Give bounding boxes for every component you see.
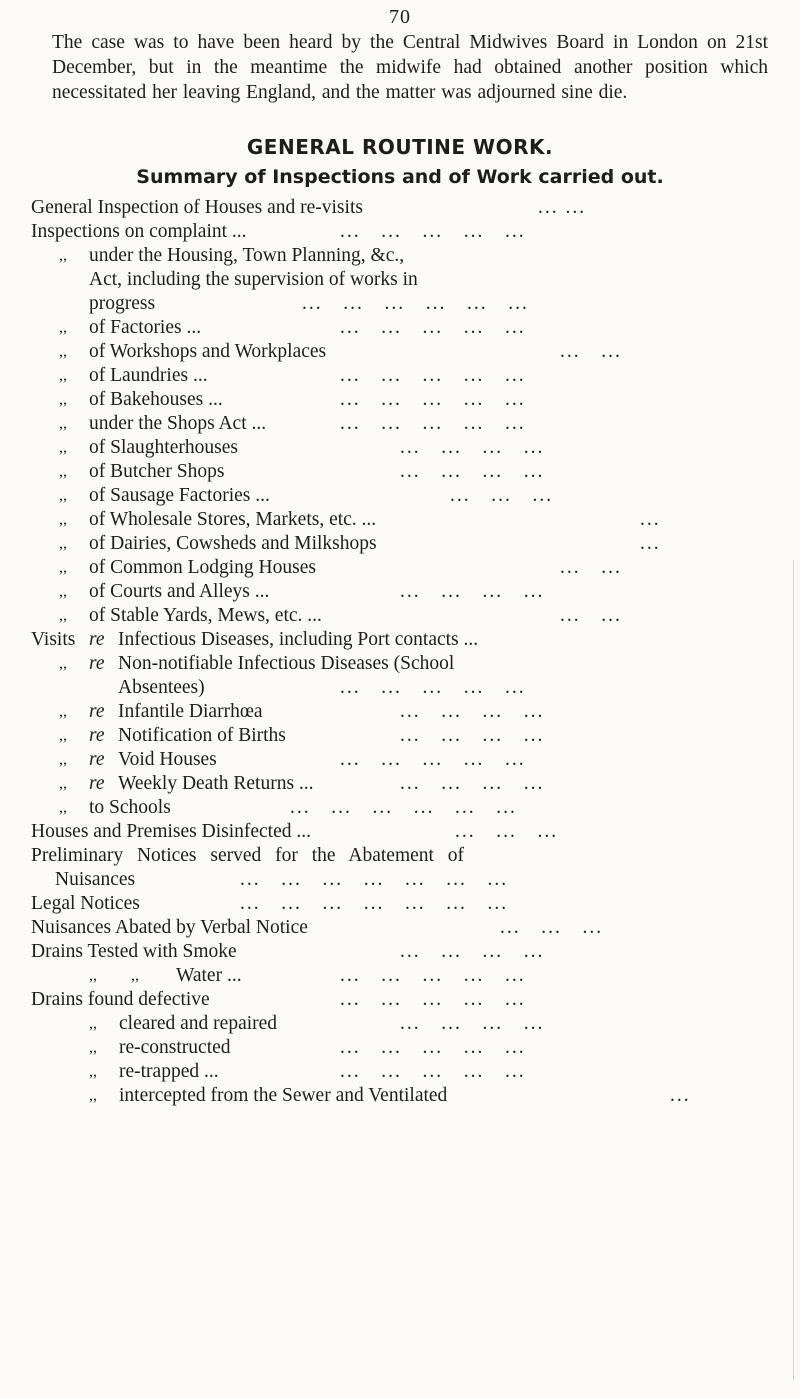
ditto-mark: ,,: [59, 703, 67, 720]
leader-dots: ... ... ... ... ...: [340, 965, 526, 986]
item-label: of Slaughterhouses: [89, 437, 238, 458]
item-label: to Schools: [89, 797, 171, 818]
item-label: Drains Tested with Smoke: [31, 941, 237, 962]
item-label: of Wholesale Stores, Markets, etc. ...: [89, 509, 377, 530]
item-label: Infectious Diseases, including Port contacts ...: [118, 629, 479, 650]
ditto-mark: ,,: [131, 967, 139, 984]
leader-dots: ... ... ... ...: [400, 581, 545, 602]
leader-dots: ... ... ... ...: [400, 1013, 545, 1034]
leader-dots: ... ... ... ... ...: [340, 989, 526, 1010]
page-number: 70: [389, 6, 411, 28]
ditto-mark: ,,: [59, 247, 67, 264]
leader-dots: ... ... ... ... ... ... ...: [240, 869, 509, 890]
leader-dots: ... ... ... ... ... ...: [302, 293, 529, 314]
leader-dots: ...: [670, 1085, 691, 1106]
item-label: Houses and Premises Disinfected ...: [31, 821, 311, 842]
item-label: under the Housing, Town Planning, &c.,: [89, 245, 405, 266]
leader-dots: ... ... ... ... ... ...: [290, 797, 517, 818]
re-prefix: re: [89, 773, 105, 794]
ditto-mark: ,,: [89, 1087, 97, 1104]
leader-dots: ... ... ...: [450, 485, 554, 506]
leader-dots: ... ... ... ... ...: [340, 413, 526, 434]
leader-dots: ... ... ... ...: [400, 773, 545, 794]
ditto-mark: ,,: [59, 319, 67, 336]
ditto-mark: ,,: [59, 583, 67, 600]
item-label: Nuisances Abated by Verbal Notice: [31, 917, 308, 938]
ditto-mark: ,,: [59, 343, 67, 360]
leader-dots: ... ... ... ...: [400, 725, 545, 746]
ditto-mark: ,,: [89, 1063, 97, 1080]
item-label: of Common Lodging Houses: [89, 557, 316, 578]
section-subheading: Summary of Inspections and of Work carried out.: [136, 166, 664, 188]
leader-dots: ... ... ... ...: [400, 941, 545, 962]
item-label: of Stable Yards, Mews, etc. ...: [89, 605, 322, 626]
item-label: Inspections on complaint ...: [31, 221, 247, 242]
item-label: re-constructed: [119, 1037, 231, 1058]
ditto-mark: ,,: [59, 775, 67, 792]
ditto-mark: ,,: [59, 439, 67, 456]
item-label: intercepted from the Sewer and Ventilated: [119, 1085, 448, 1106]
leader-dots: ... ... ... ... ...: [340, 1061, 526, 1082]
leader-dots: ... ... ... ... ...: [340, 749, 526, 770]
item-label: Legal Notices: [31, 893, 140, 914]
leader-dots: ... ... ... ...: [400, 461, 545, 482]
item-label: of Dairies, Cowsheds and Milkshops: [89, 533, 377, 554]
item-label: of Factories ...: [89, 317, 202, 338]
item-label: re-trapped ...: [119, 1061, 219, 1082]
leader-dots: ... ... ... ... ...: [340, 221, 526, 242]
intro-paragraph: The case was to have been heard by the Central Midwives Board in London on 21st December, but in the meantime the midwife had obtained another position which necessitated her leaving England, and the matter was adjourned sine die.: [52, 32, 768, 103]
item-label: Infantile Diarrhœa: [118, 701, 263, 722]
item-label: Act, including the supervision of works in: [89, 269, 418, 290]
ditto-mark: ,,: [89, 1039, 97, 1056]
item-label: Non-notifiable Infectious Diseases (School: [118, 653, 455, 674]
ditto-mark: ,,: [59, 655, 67, 672]
leader-dots: ... ... ... ... ...: [340, 677, 526, 698]
ditto-mark: ,,: [59, 415, 67, 432]
item-label: under the Shops Act ...: [89, 413, 267, 434]
leader-dots: ... ...: [538, 197, 587, 218]
item-label: progress: [89, 293, 156, 314]
item-label: Absentees): [118, 677, 205, 698]
item-label: Notification of Births: [118, 725, 286, 746]
ditto-mark: ,,: [89, 967, 97, 984]
item-label: of Courts and Alleys ...: [89, 581, 270, 602]
item-label: Water ...: [176, 965, 242, 986]
ditto-mark: ,,: [59, 487, 67, 504]
ditto-mark: ,,: [59, 511, 67, 528]
re-prefix: re: [89, 701, 105, 722]
leader-dots: ... ... ... ...: [400, 701, 545, 722]
item-label: of Workshops and Workplaces: [89, 341, 327, 362]
item-label: of Laundries ...: [89, 365, 208, 386]
item-prefix: Visits: [31, 629, 76, 650]
ditto-mark: ,,: [59, 391, 67, 408]
ditto-mark: ,,: [89, 1015, 97, 1032]
page-edge-line: [793, 560, 794, 1380]
item-label: Drains found defective: [31, 989, 210, 1010]
leader-dots: ... ... ...: [455, 821, 559, 842]
section-heading: GENERAL ROUTINE WORK.: [246, 135, 554, 159]
leader-dots: ... ...: [560, 605, 622, 626]
re-prefix: re: [89, 725, 105, 746]
ditto-mark: ,,: [59, 751, 67, 768]
item-label: of Butcher Shops: [89, 461, 225, 482]
leader-dots: ... ...: [560, 557, 622, 578]
item-label: of Sausage Factories ...: [89, 485, 270, 506]
ditto-mark: ,,: [59, 727, 67, 744]
ditto-mark: ,,: [59, 463, 67, 480]
leader-dots: ... ... ... ... ...: [340, 1037, 526, 1058]
ditto-mark: ,,: [59, 367, 67, 384]
re-prefix: re: [89, 629, 105, 650]
ditto-mark: ,,: [59, 799, 67, 816]
leader-dots: ... ...: [560, 341, 622, 362]
ditto-mark: ,,: [59, 559, 67, 576]
ditto-mark: ,,: [59, 535, 67, 552]
item-label: cleared and repaired: [119, 1013, 278, 1034]
item-label: General Inspection of Houses and re-visits: [31, 197, 363, 218]
leader-dots: ... ... ... ... ...: [340, 389, 526, 410]
item-label: Nuisances: [55, 869, 136, 890]
ditto-mark: ,,: [59, 607, 67, 624]
re-prefix: re: [89, 749, 105, 770]
leader-dots: ...: [640, 509, 661, 530]
leader-dots: ... ... ...: [500, 917, 604, 938]
leader-dots: ...: [640, 533, 661, 554]
item-label: of Bakehouses ...: [89, 389, 223, 410]
leader-dots: ... ... ... ... ...: [340, 365, 526, 386]
re-prefix: re: [89, 653, 105, 674]
item-label: Weekly Death Returns ...: [118, 773, 314, 794]
leader-dots: ... ... ... ... ... ... ...: [240, 893, 509, 914]
leader-dots: ... ... ... ...: [400, 437, 545, 458]
item-label: Preliminary Notices served for the Abatement of: [31, 845, 465, 866]
leader-dots: ... ... ... ... ...: [340, 317, 526, 338]
item-label: Void Houses: [118, 749, 217, 770]
